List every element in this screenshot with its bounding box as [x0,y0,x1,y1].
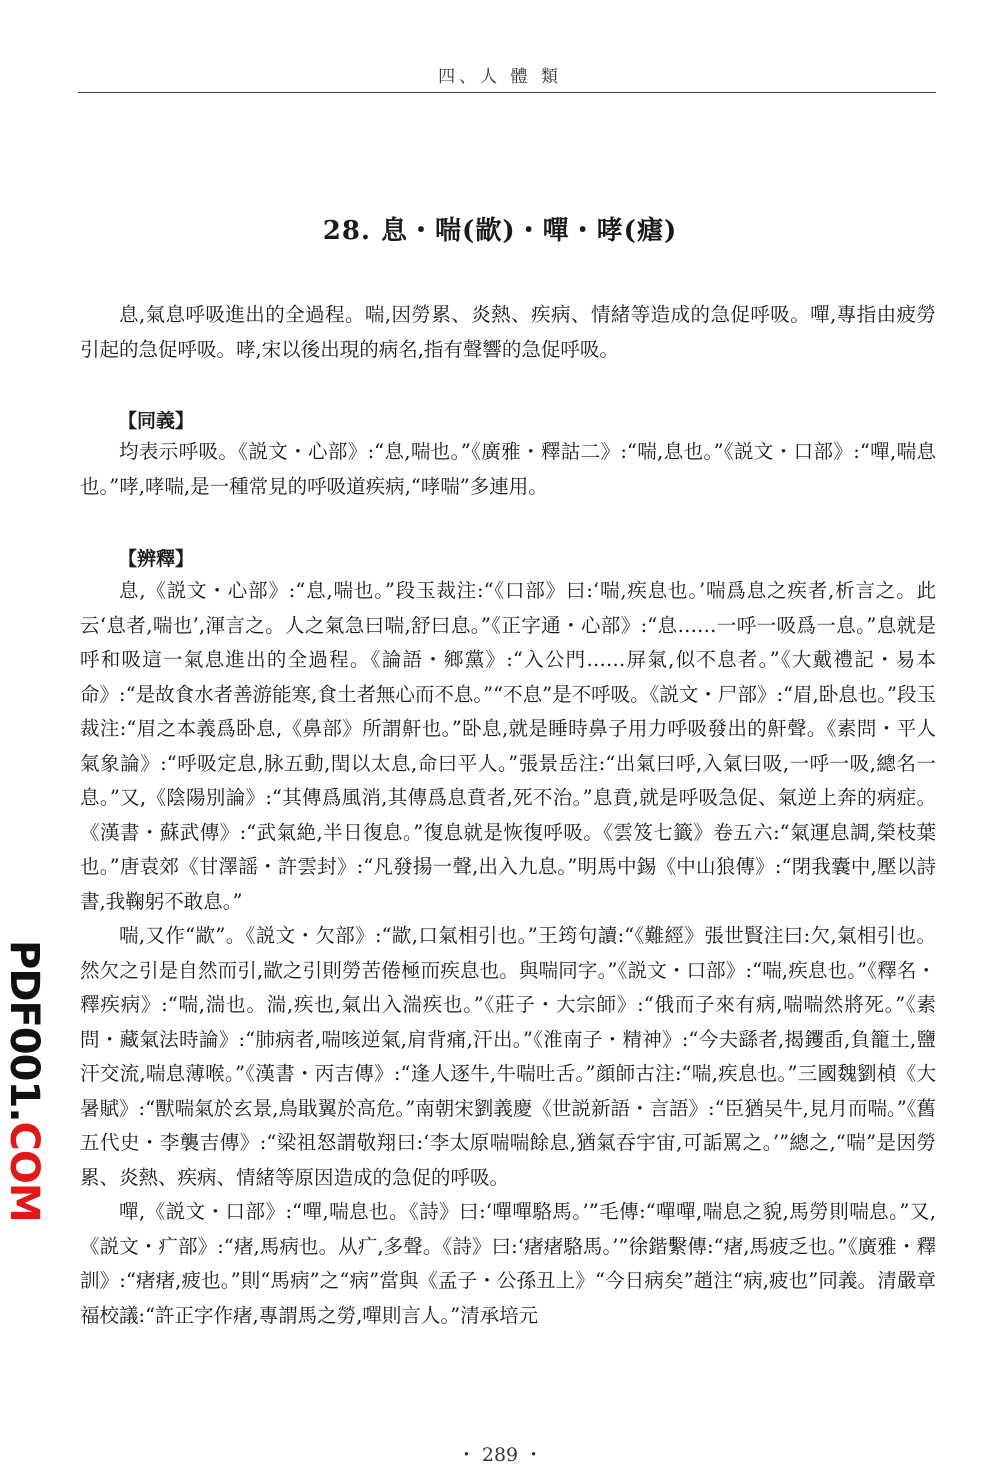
analysis-paragraph-chuan: 喘,又作“歂”。《説文・欠部》:“歂,口氣相引也。”王筠句讀:“《難經》張世賢注曰:欠,氣相引也。然欠之引是自然而引,歂之引則勞苦倦極而疾息也。與喘同字。”《説文・口部》:“喘,疾息也。”《釋名・釋疾病》:“喘,湍也。湍,疾也,氣出入湍疾也。”《莊子・大宗師》:“俄而子來有病,喘喘然將死。”《素問・藏氣法時論》:“肺病者,喘咳逆氣,肩背痛,汗出。”《淮南子・精神》:“今夫繇者,揭钁臿,負籠土,鹽汗交流,喘息薄喉。”《漢書・丙吉傳》:“逢人逐牛,牛喘吐舌。”顔師古注:“喘,疾息也。”三國魏劉楨《大暑賦》:“獸喘氣於玄景,鳥戢翼於高危。”南朝宋劉義慶《世説新語・言語》:“臣猶吴牛,見月而喘。”《舊五代史・李襲吉傳》:“梁祖怒謂敬翔曰:‘李太原喘喘餘息,猶氣吞宇宙,可詬罵之。’”總之,“喘”是因勞累、炎熱、疾病、情緒等原因造成的急促的呼吸。 [80,924,936,1189]
running-head: 四、人 體 類 [438,67,562,87]
analysis-paragraph-xi: 息,《説文・心部》:“息,喘也。”段玉裁注:“《口部》曰:‘喘,疾息也。’喘爲息之疾者,析言之。此云‘息者,喘也’,渾言之。人之氣急曰喘,舒曰息。”《正字通・心部》:“息……一呼一吸爲一息。”息就是呼和吸這一氣息進出的全過程。《論語・鄉黨》:“入公門……屏氣,似不息者。”《大戴禮記・易本命》:“是故食水者善游能寒,食土者無心而不息。”“不息”是不呼吸。《説文・尸部》:“眉,卧息也。”段玉裁注:“眉之本義爲卧息,《鼻部》所謂鼾也。”卧息,就是睡時鼻子用力呼吸發出的鼾聲。《素問・平人氣象論》:“呼吸定息,脉五動,閏以太息,命曰平人。”張景岳注:“出氣曰呼,入氣曰吸,一呼一吸,總名一息。”又,《陰陽別論》:“其傳爲風消,其傳爲息賁者,死不治。”息賁,就是呼吸急促、氣逆上奔的病症。《漢書・蘇武傳》:“武氣絶,半日復息。”復息就是恢復呼吸。《雲笈七籤》卷五六:“氣運息調,榮枝葉也。”唐袁郊《甘澤謡・許雲封》:“凡發揚一聲,出入九息。”明馬中錫《中山狼傳》:“閉我囊中,壓以詩書,我鞠躬不敢息。” [80,579,936,913]
header-rule [78,92,936,93]
watermark-part2: COM [1,1121,47,1222]
synonym-text: 均表示呼吸。《説文・心部》:“息,喘也。”《廣雅・釋詁二》:“喘,息也。”《説文・口部》:“嘽,喘息也。”哮,哮喘,是一種常見的呼吸道疾病,“哮喘”多連用。 [80,440,936,498]
watermark [2,940,46,1222]
watermark-part1: PDF001. [1,940,47,1122]
synonym-section [80,435,936,504]
analysis-heading: 【辨釋】 [118,548,195,570]
intro-paragraph [80,298,936,367]
analysis-paragraph-tan: 嘽,《説文・口部》:“嘽,喘息也。《詩》曰:‘嘽嘽駱馬。’”毛傳:“嘽嘽,喘息之貌,馬勞則喘息。”又,《説文・疒部》:“瘏,馬病也。从疒,多聲。《詩》曰:‘瘏瘏駱馬。’”徐鍇繫傳:“瘏,馬疲乏也。”《廣雅・釋訓》:“瘏瘏,疲也。”則“馬病”之“病”當與《孟子・公孫丑上》“今日病矣”趙注“病,疲也”同義。清嚴章福校議:“許正字作瘏,專謂馬之勞,嘽則言人。”清承培元 [80,1200,936,1327]
article-title: 28. 息・喘(歂)・嘽・哮(瘧) [322,216,678,246]
synonym-heading: 【同義】 [118,410,195,432]
analysis-section [80,574,936,1333]
page-number: ・ 289 ・ [456,1444,544,1466]
intro-text: 息,氣息呼吸進出的全過程。喘,因勞累、炎熱、疾病、情緒等造成的急促呼吸。嘽,專指由疲勞引起的急促呼吸。哮,宋以後出現的病名,指有聲響的急促呼吸。 [80,303,936,361]
